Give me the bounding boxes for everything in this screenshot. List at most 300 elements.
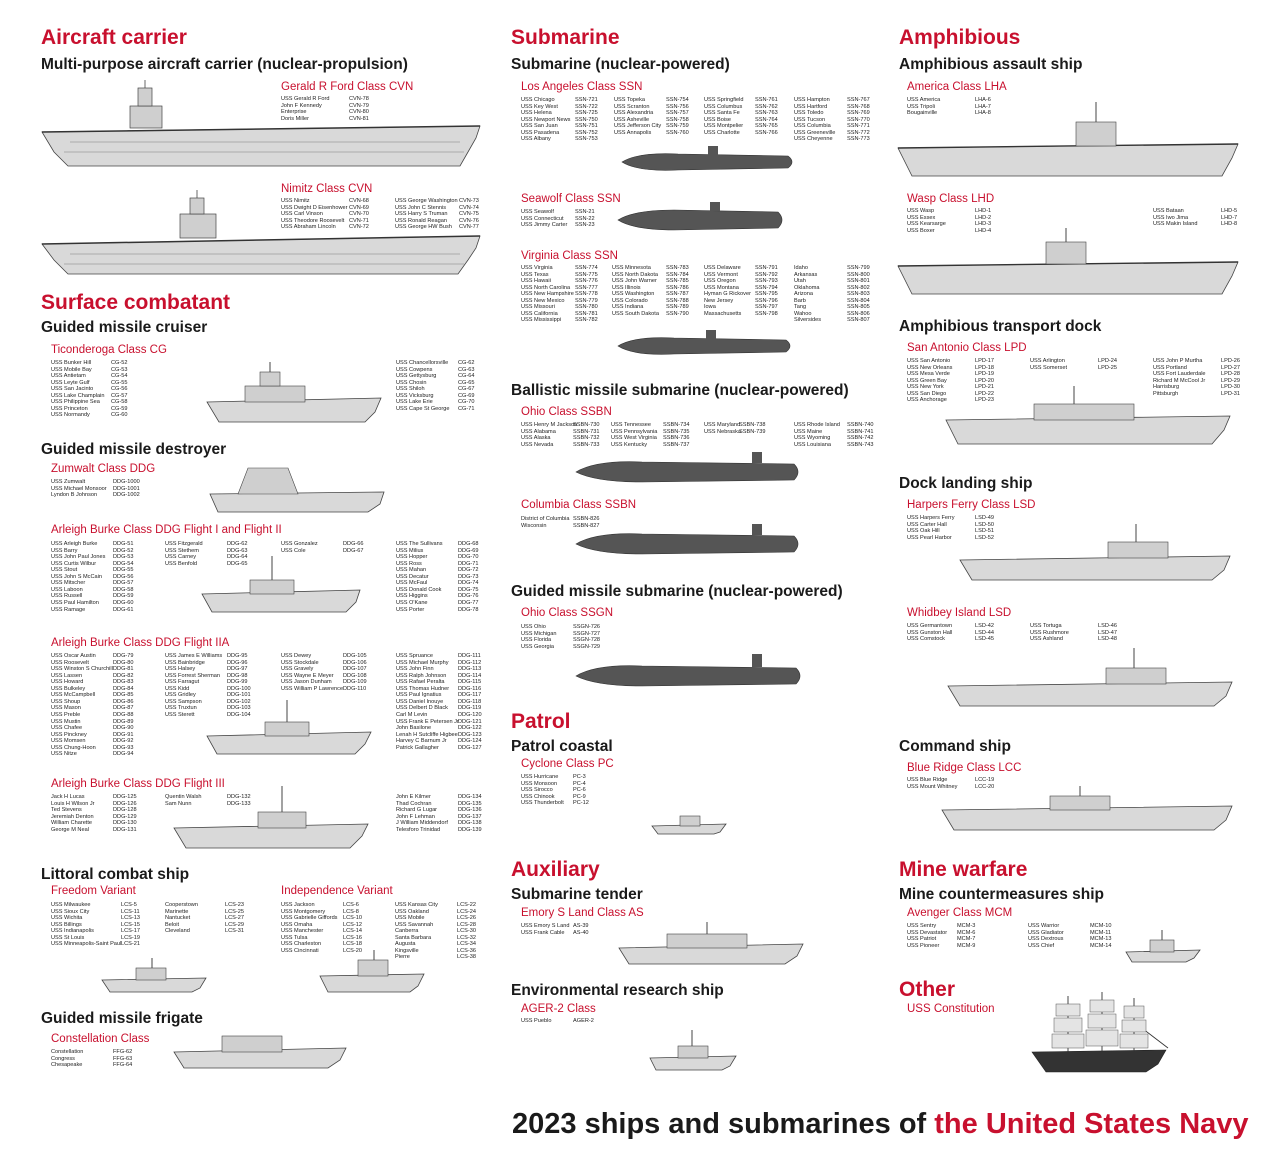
hull-number: AS-40: [573, 929, 589, 936]
ship-name: USS Patriot: [907, 936, 937, 943]
hull-number: SSN-761: [755, 97, 778, 103]
ship-name: USS Emory S Land: [521, 923, 570, 929]
ship-name: USS Carter Hall: [907, 521, 947, 528]
hull-number: LHD-5: [1221, 208, 1238, 214]
ship-name: Chesapeake: [51, 1062, 83, 1069]
ship-name: Telesforo Trinidad: [396, 826, 441, 833]
subtype-guided-sub: Guided missile submarine (nuclear-powered): [511, 583, 843, 600]
hull-number: SSN-791: [755, 265, 778, 271]
category-aircraft-carrier: Aircraft carrier: [41, 26, 187, 49]
ship-name: USS New Orleans: [907, 364, 953, 371]
subtype-tender: Submarine tender: [511, 886, 643, 903]
ship-ab1-destroyer: [200, 556, 365, 614]
hull-number: SSBN-732: [573, 435, 600, 442]
hull-number: SSN-781: [575, 310, 598, 317]
ship-name: USS Sampson: [165, 698, 202, 705]
ship-name: Sam Nunn: [165, 800, 192, 807]
ship-name: USS Helena: [521, 110, 552, 117]
ship-name: USS Oregon: [704, 278, 736, 285]
hull-number: SSN-763: [755, 110, 778, 117]
ship-name: Iowa: [704, 304, 716, 311]
hull-number: DDG-64: [227, 554, 248, 561]
ship-name: USS Somerset: [1030, 364, 1067, 371]
ship-name: USS Gunston Hall: [907, 629, 953, 636]
hull-number: DDG-127: [458, 744, 482, 751]
ship-freedom-lcs: [100, 958, 210, 994]
ship-name: USS Farragut: [165, 679, 200, 686]
hull-number: LCS-12: [343, 921, 362, 928]
class-independence: Independence Variant: [281, 885, 393, 897]
ship-name: Tang: [794, 304, 807, 311]
class-blue-ridge: Blue Ridge Class LCC: [907, 762, 1022, 774]
ship-constellation-frigate: [172, 1022, 350, 1070]
ship-name: Idaho: [794, 265, 808, 271]
hull-number: SSBN-737: [663, 441, 690, 448]
hull-number: LPD-23: [975, 397, 994, 404]
ship-name: USS James E Williams: [165, 653, 223, 659]
hull-number: SSN-807: [847, 317, 870, 324]
hull-number: LHD-2: [975, 214, 992, 221]
ship-name: USS Donald Cook: [396, 586, 442, 593]
hull-number: LHD-3: [975, 221, 992, 228]
ship-name: USS Jason Dunham: [281, 679, 332, 686]
hull-number: SSN-725: [575, 110, 598, 117]
hull-number: LCS-11: [121, 908, 140, 915]
ship-name: Bougainville: [907, 110, 938, 117]
hull-number: LCS-13: [121, 915, 140, 922]
title-accent: the United States Navy: [934, 1108, 1249, 1140]
hull-number: SSBN-733: [573, 441, 600, 448]
hull-number: DDG-70: [458, 554, 479, 561]
ship-name: Jeremiah Denton: [51, 813, 94, 820]
hull-number: LCS-21: [121, 941, 140, 948]
ship-name: USS Boise: [704, 116, 732, 123]
category-other: Other: [899, 978, 956, 1001]
ship-name: USS Mount Whitney: [907, 783, 958, 790]
category-amphibious: Amphibious: [899, 26, 1021, 49]
ship-america-lha: [896, 100, 1242, 180]
hull-number: DDG-110: [343, 685, 367, 692]
class-whidbey: Whidbey Island LSD: [907, 607, 1012, 619]
hull-number: DDG-102: [227, 698, 251, 705]
ship-name: USS Daniel Inouye: [396, 698, 444, 705]
hull-number: LHD-1: [975, 208, 992, 214]
ship-ticonderoga-cruiser: [205, 362, 385, 424]
hull-number: LSD-42: [975, 623, 994, 629]
ship-name: USS Hawaii: [521, 278, 551, 285]
hull-number: DDG-71: [458, 560, 479, 567]
subtype-patrol-coastal: Patrol coastal: [511, 738, 613, 755]
hull-number: DDG-133: [227, 800, 251, 807]
ship-name: USS Mitscher: [51, 580, 86, 587]
hull-number: CG-57: [111, 392, 128, 399]
hull-number: DDG-83: [113, 679, 134, 686]
ship-name: USS Vermont: [704, 271, 738, 278]
hull-number: LPD-19: [975, 371, 994, 378]
hull-number: LPD-27: [1221, 364, 1240, 371]
ship-name: USS George Washington: [395, 198, 458, 204]
hull-number: AS-39: [573, 923, 589, 929]
ship-name: USS New Hampshire: [521, 291, 574, 298]
class-harpers: Harpers Ferry Class LSD: [907, 499, 1036, 511]
ship-name: Carl M Levin: [396, 711, 428, 718]
ship-name: USS John P Murtha: [1153, 358, 1203, 364]
ship-name: USS Spruance: [396, 653, 434, 659]
class-ab3: Arleigh Burke Class DDG Flight III: [51, 778, 225, 790]
hull-number: LHD-4: [975, 227, 992, 234]
hull-number: SSN-770: [847, 116, 870, 123]
ship-name: USS Omaha: [281, 921, 313, 928]
ship-name: Quentin Walsh: [165, 794, 202, 800]
hull-number: SSN-799: [847, 265, 870, 271]
hull-number: LPD-31: [1221, 390, 1240, 397]
hull-number: LPD-21: [975, 384, 994, 391]
hull-number: LCS-8: [343, 908, 359, 915]
ship-name: USS Halsey: [165, 666, 196, 673]
hull-number: SSN-750: [575, 116, 598, 123]
hull-number: SSN-776: [575, 278, 598, 285]
hull-number: LCC-20: [975, 783, 995, 790]
ship-name: USS McCampbell: [51, 692, 96, 699]
ship-name: USS California: [521, 310, 558, 317]
hull-number: DDG-56: [113, 573, 134, 580]
ship-name: USS Bataan: [1153, 208, 1184, 214]
ship-name: Marinette: [165, 908, 189, 915]
hull-number: SSN-768: [847, 103, 870, 110]
ship-name: USS Stethem: [165, 547, 199, 554]
ship-name: Richard M McCool Jr: [1153, 377, 1206, 384]
hull-number: LHD-8: [1221, 221, 1238, 228]
hull-number: SSN-793: [755, 278, 778, 285]
hull-number: CVN-68: [349, 198, 369, 204]
ship-name: USS Gladiator: [1028, 929, 1064, 936]
ship-name: USS Ohio: [521, 624, 546, 630]
hull-number: DDG-112: [458, 659, 482, 666]
ship-name: USS Ramage: [51, 606, 86, 613]
hull-number: SSN-754: [666, 97, 689, 103]
hull-number: SSN-774: [575, 265, 598, 271]
ship-nimitz-carrier: [40, 190, 485, 278]
hull-number: DDG-85: [113, 692, 134, 699]
ship-name: Lenah H Sutcliffe Higbee: [396, 731, 458, 738]
hull-number: LSD-45: [975, 636, 994, 643]
ship-name: USS Topeka: [614, 97, 645, 103]
hull-number: DDG-91: [113, 731, 134, 738]
ship-name: USS Vicksburg: [396, 392, 434, 399]
hull-number: DDG-52: [113, 547, 134, 554]
ship-name: USS Hampton: [794, 97, 830, 103]
hull-number: LCS-27: [225, 915, 244, 922]
ship-name: USS Ralph Johnson: [396, 672, 447, 679]
ship-name: USS Nimitz: [281, 198, 310, 204]
hull-number: DDG-116: [458, 685, 482, 692]
ship-name: USS George HW Bush: [395, 224, 452, 231]
hull-number: LCS-14: [343, 928, 362, 935]
ship-name: USS Michael Murphy: [396, 659, 449, 666]
ship-name: USS Anchorage: [907, 397, 947, 404]
ship-name: Barb: [794, 297, 806, 304]
category-surface-combatant: Surface combatant: [41, 291, 231, 314]
hull-number: PC-9: [573, 793, 586, 800]
hull-number: SSN-784: [666, 271, 689, 278]
ship-name: USS Pioneer: [907, 942, 940, 949]
hull-number: DDG-89: [113, 718, 134, 725]
ship-name: USS Albany: [521, 136, 551, 143]
hull-number: DDG-118: [458, 698, 482, 705]
ship-name: USS San Juan: [521, 123, 558, 130]
hull-number: SSN-796: [755, 297, 778, 304]
ship-name: Beloit: [165, 921, 179, 928]
ship-name: USS Princeton: [51, 405, 88, 412]
hull-number: SSN-785: [666, 278, 689, 285]
ship-name: Cleveland: [165, 928, 190, 935]
subtype-submarine: Submarine (nuclear-powered): [511, 56, 730, 73]
subtype-dock-landing: Dock landing ship: [899, 475, 1033, 492]
subtype-assault: Amphibious assault ship: [899, 56, 1083, 73]
hull-number: DDG-76: [458, 593, 479, 600]
class-emory: Emory S Land Class AS: [521, 907, 644, 919]
ship-name: USS Wyoming: [794, 435, 831, 442]
hull-number: SSN-756: [666, 103, 689, 110]
ship-name: USS Nebraska: [704, 428, 741, 435]
hull-number: DDG-103: [227, 705, 251, 712]
ship-columbia-ssbn: [572, 522, 804, 558]
ship-name: USS Kansas City: [395, 902, 438, 908]
hull-number: CG-65: [458, 379, 475, 386]
hull-number: LCS-22: [457, 902, 476, 908]
hull-number: CVN-69: [349, 204, 369, 211]
hull-number: DDG-81: [113, 666, 134, 673]
hull-number: DDG-132: [227, 794, 251, 800]
ship-name: USS Paul Hamilton: [51, 599, 99, 606]
hull-number: MCM-13: [1090, 936, 1112, 943]
ship-name: USS Boxer: [907, 227, 935, 234]
hull-number: DDG-111: [458, 653, 481, 659]
hull-number: SSBN-740: [847, 422, 874, 428]
ship-name: USS San Jacinto: [51, 386, 94, 393]
ship-ford-carrier: [40, 80, 485, 170]
ship-name: USS Blue Ridge: [907, 777, 948, 783]
ship-blue-ridge-lcc: [940, 783, 1236, 832]
hull-number: SSN-790: [666, 310, 689, 317]
hull-number: DDG-135: [458, 800, 482, 807]
hull-number: DDG-63: [227, 547, 248, 554]
hull-number: DDG-1002: [113, 492, 140, 499]
hull-number: SSN-802: [847, 284, 870, 291]
hull-number: CG-67: [458, 386, 475, 393]
ship-name: USS Benfold: [165, 560, 198, 567]
hull-number: SSN-804: [847, 297, 870, 304]
hull-number: MCM-9: [957, 942, 976, 949]
ship-name: USS Minnesota: [612, 265, 651, 271]
hull-number: CVN-72: [349, 224, 369, 231]
hull-number: DDG-125: [113, 794, 137, 800]
hull-number: SSN-803: [847, 291, 870, 298]
ship-name: USS Ross: [396, 560, 422, 567]
ship-name: USS Asheville: [614, 116, 650, 123]
hull-number: DDG-122: [458, 725, 482, 732]
ship-name: USS Rafael Peralta: [396, 679, 445, 686]
ship-name: USS Michael Monsoor: [51, 485, 107, 492]
hull-number: DDG-108: [343, 672, 367, 679]
hull-number: DDG-75: [458, 586, 479, 593]
ship-name: USS Mobile: [395, 915, 425, 922]
hull-number: DDG-121: [458, 718, 482, 725]
class-nimitz: Nimitz Class CVN: [281, 183, 373, 195]
hull-number: DDG-99: [227, 679, 248, 686]
subtype-command: Command ship: [899, 738, 1011, 755]
ship-name: USS Ashland: [1030, 636, 1063, 643]
ship-name: USS Chosin: [396, 379, 427, 386]
hull-number: DDG-95: [227, 653, 248, 659]
ship-name: USS Oak Hill: [907, 528, 940, 535]
ship-name: USS Essex: [907, 214, 936, 221]
ship-name: USS Kearsarge: [907, 221, 946, 228]
ship-name: USS Illinois: [612, 284, 641, 291]
ship-name: USS Fitzgerald: [165, 541, 203, 547]
hull-number: PC-3: [573, 774, 586, 780]
subtype-destroyer: Guided missile destroyer: [41, 441, 227, 458]
ship-name: Jack H Lucas: [51, 794, 85, 800]
ship-name: USS America: [907, 97, 941, 103]
ship-name: USS Indiana: [612, 304, 644, 311]
hull-number: LCS-23: [225, 902, 244, 908]
hull-number: DDG-114: [458, 672, 482, 679]
ship-virginia-sub: [614, 330, 796, 360]
ship-name: USS Jackson: [281, 902, 315, 908]
hull-number: SSBN-735: [663, 428, 690, 435]
hull-number: LCS-25: [225, 908, 244, 915]
hull-number: DDG-69: [458, 547, 479, 554]
ship-name: USS Cape St George: [396, 405, 450, 412]
ship-ohio-ssgn: [572, 654, 806, 690]
ship-name: USS Billings: [51, 921, 82, 928]
ship-name: USS Louisiana: [794, 441, 832, 448]
subtype-research: Environmental research ship: [511, 982, 724, 999]
ship-name: USS Charleston: [281, 941, 322, 948]
ship-name: USS Savannah: [395, 921, 434, 928]
ship-los-angeles-sub: [618, 146, 798, 176]
ship-name: USS Normandy: [51, 412, 90, 419]
ship-name: USS New York: [907, 384, 944, 391]
ship-ohio-ssbn: [572, 452, 804, 486]
ship-name: USS Indianapolis: [51, 928, 94, 935]
ship-name: USS Maine: [794, 428, 823, 435]
ship-name: USS Wayne E Meyer: [281, 672, 334, 679]
ship-name: District of Columbia: [521, 516, 570, 522]
ship-name: USS Cole: [281, 547, 306, 554]
hull-number: CG-71: [458, 405, 475, 412]
hull-number: SSN-775: [575, 271, 598, 278]
hull-number: SSN-772: [847, 129, 870, 136]
hull-number: SSN-777: [575, 284, 598, 291]
ship-name: USS Philippine Sea: [51, 399, 100, 406]
hull-number: LCS-31: [225, 928, 244, 935]
class-ohio-ssbn: Ohio Class SSBN: [521, 406, 612, 418]
ship-name: USS Wasp: [907, 208, 935, 214]
ship-name: USS Gettysburg: [396, 373, 437, 380]
hull-number: SSBN-742: [847, 435, 874, 442]
hull-number: DDG-67: [343, 547, 364, 554]
ship-name: John Basilone: [396, 725, 432, 732]
ship-name: USS West Virginia: [611, 435, 657, 442]
hull-number: DDG-94: [113, 751, 134, 758]
hull-number: DDG-74: [458, 580, 479, 587]
hull-number: MCM-14: [1090, 942, 1112, 949]
ship-name: Arkansas: [794, 271, 818, 278]
ship-name: USS Chicago: [521, 97, 555, 103]
hull-number: FFG-63: [113, 1055, 133, 1062]
ship-name: USS Carl Vinson: [281, 211, 323, 218]
hull-number: SSBN-734: [663, 422, 690, 428]
ship-name: Louis H Wilson Jr: [51, 800, 95, 807]
ship-harpers-lsd: [958, 521, 1234, 582]
ship-independence-lcs: [318, 947, 428, 994]
hull-number: DDG-115: [458, 679, 482, 686]
ship-name: USS Hartford: [794, 103, 828, 110]
hull-number: SSBN-730: [573, 422, 600, 428]
ship-name: USS Frank Cable: [521, 929, 565, 936]
hull-number: LSD-51: [975, 528, 994, 535]
ship-name: USS Connecticut: [521, 215, 564, 222]
category-submarine: Submarine: [511, 26, 620, 49]
hull-number: PC-4: [573, 780, 586, 787]
ship-name: Silversides: [794, 317, 822, 324]
ship-name: USS Nevada: [521, 441, 554, 448]
ship-name: USS Laboon: [51, 586, 83, 593]
ship-name: USS Wichita: [51, 915, 83, 922]
ship-name: USS Kentucky: [611, 441, 648, 448]
ship-name: USS Preble: [51, 711, 81, 718]
ship-name: USS Green Bay: [907, 377, 947, 384]
ship-name: USS Tortuga: [1030, 623, 1062, 629]
ship-name: USS Mustin: [51, 718, 81, 725]
class-ticonderoga: Ticonderoga Class CG: [51, 344, 167, 356]
hull-number: SSN-800: [847, 271, 870, 278]
hull-number: DDG-55: [113, 567, 134, 574]
ship-name: USS Truxtun: [165, 705, 197, 712]
hull-number: LCC-19: [975, 777, 995, 783]
hull-number: LPD-22: [975, 390, 994, 397]
hull-number: SSN-766: [755, 129, 778, 136]
hull-number: LCS-15: [121, 921, 140, 928]
ship-name: USS Comstock: [907, 636, 945, 643]
ship-name: USS Portland: [1153, 364, 1187, 371]
hull-number: SSN-806: [847, 310, 870, 317]
ship-name: Congress: [51, 1055, 75, 1062]
ship-name: USS Tripoli: [907, 103, 935, 110]
ship-ab2a-destroyer: [205, 700, 375, 756]
ship-name: USS Mobile Bay: [51, 366, 92, 373]
hull-number: CVN-78: [349, 96, 369, 102]
hull-number: DDG-139: [458, 826, 482, 833]
ship-name: USS Bunker Hill: [51, 360, 92, 366]
hull-number: LPD-28: [1221, 371, 1240, 378]
hull-number: CG-63: [458, 366, 475, 373]
ship-name: USS Lassen: [51, 672, 83, 679]
ship-name: USS Gonzalez: [281, 541, 318, 547]
ship-name: Patrick Gallagher: [396, 744, 439, 751]
subtype-frigate: Guided missile frigate: [41, 1010, 203, 1027]
ship-name: USS Porter: [396, 606, 425, 613]
hull-number: CVN-73: [459, 198, 479, 204]
class-constellation: Constellation Class: [51, 1033, 150, 1045]
ship-name: USS Milius: [396, 547, 424, 554]
class-ford: Gerald R Ford Class CVN: [281, 81, 414, 93]
hull-number: SSN-782: [575, 317, 598, 324]
ship-name: USS Chief: [1028, 942, 1055, 949]
ship-name: USS Florida: [521, 637, 552, 644]
